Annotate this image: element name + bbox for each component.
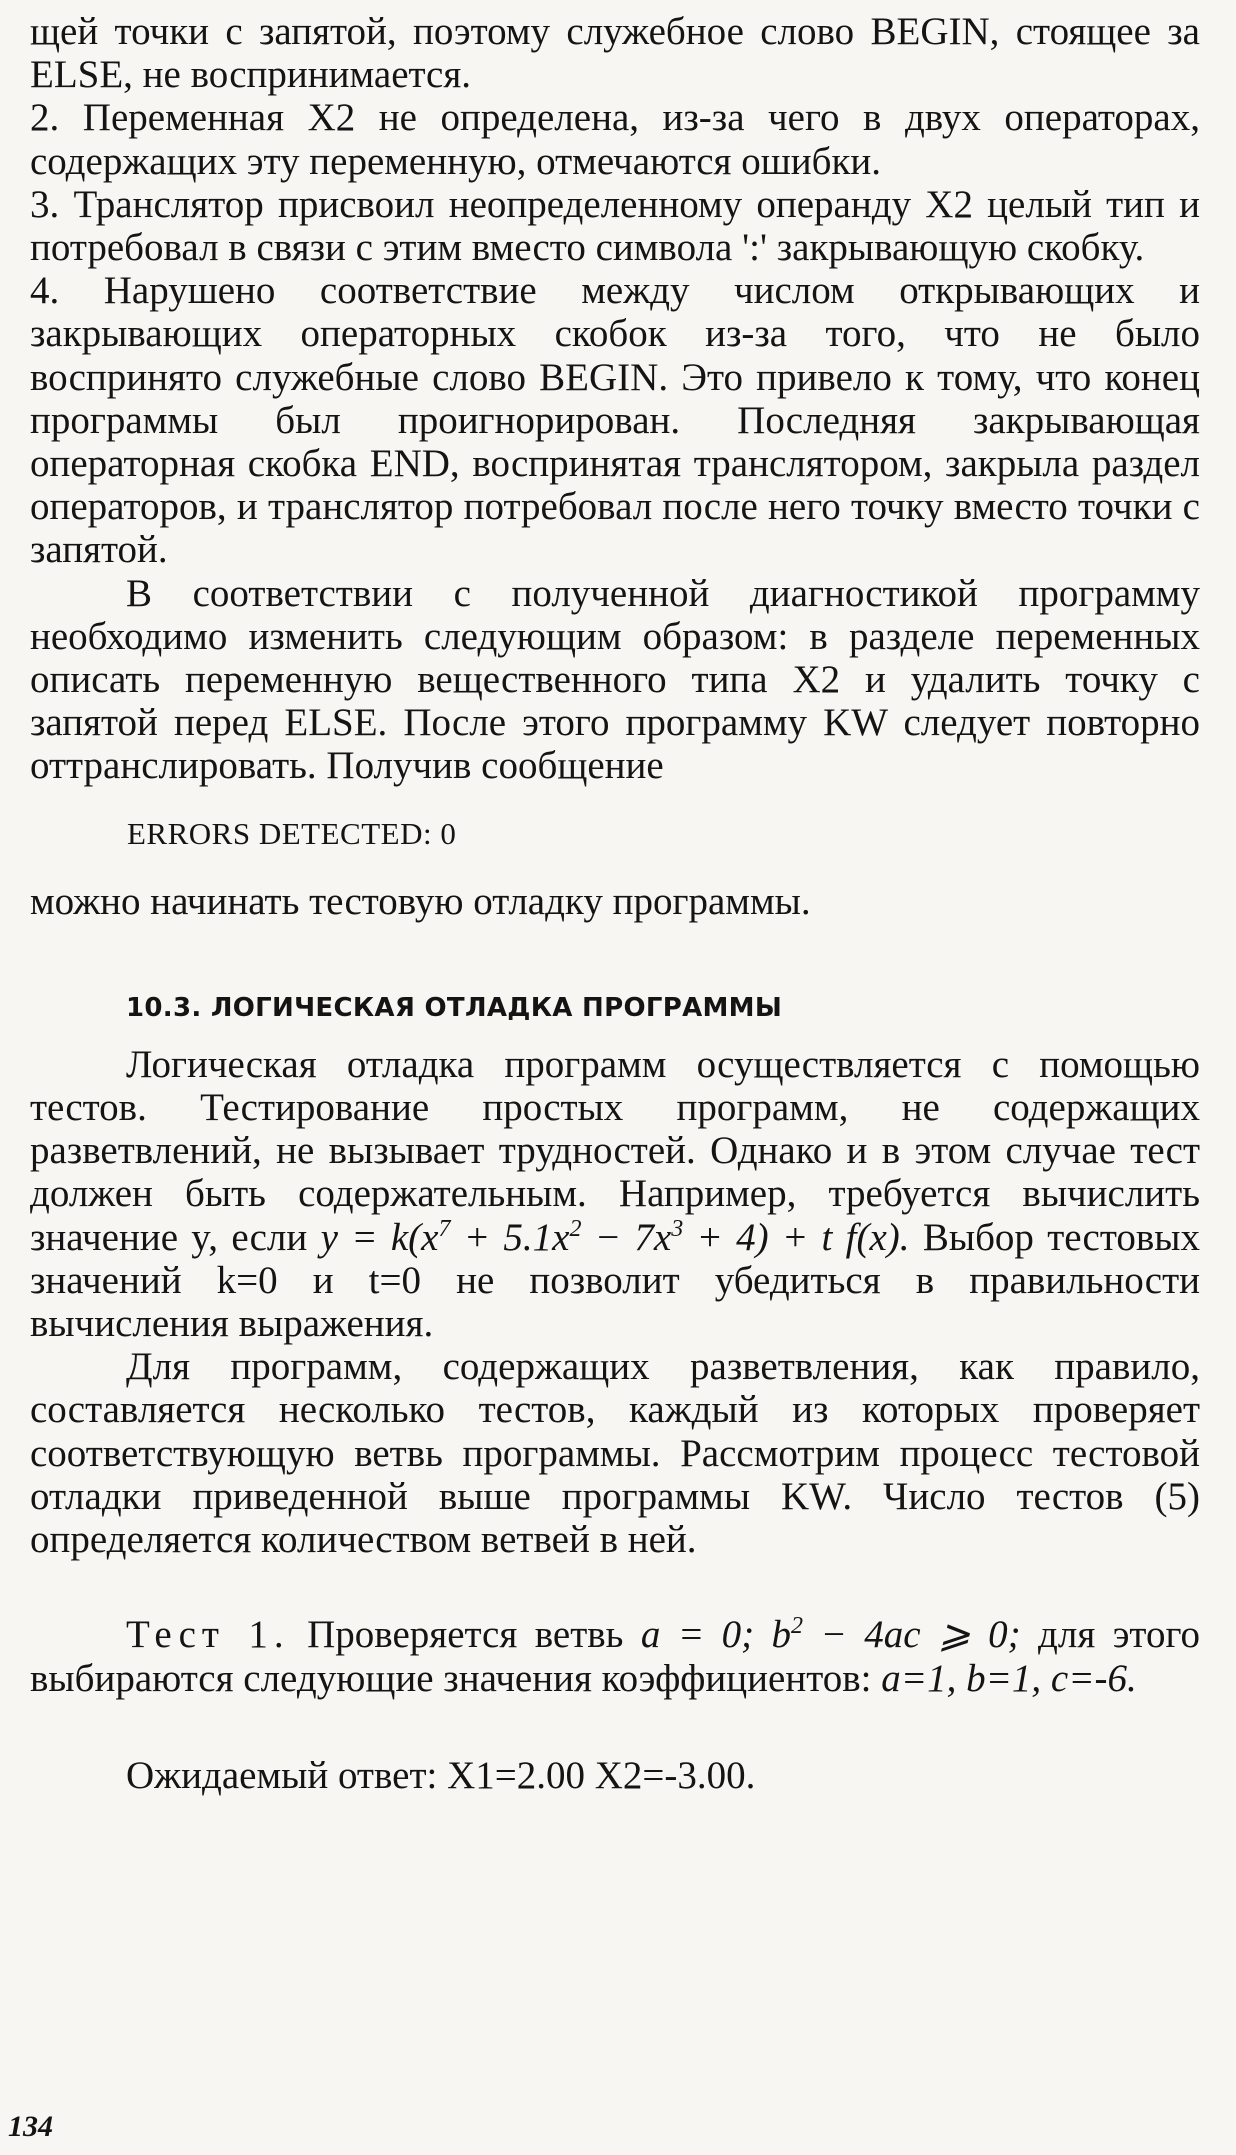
test-1-values: a=1, b=1, c=-6. bbox=[881, 1656, 1137, 1700]
page-content bbox=[30, 10, 1200, 1797]
item-2: 2. Переменная X2 не определена, из-за чего в двух операторах, содержащих эту переменную, отмечаются ошибки. bbox=[30, 96, 1200, 183]
test-1-label: Тест 1. bbox=[126, 1613, 290, 1657]
formula: $y = k(x^7 + 5.1x^2 - 7x^3 + 4) + t$ f(x). bbox=[320, 1215, 910, 1259]
test-1-condition-a: a = 0; bbox=[640, 1613, 755, 1657]
expected-answer: Ожидаемый ответ: X1=2.00 X2=-3.00. bbox=[126, 1753, 756, 1797]
correction-paragraph: В соответствии с полученной диагностикой программу необходимо изменить следующим образом: в разделе переменных описать переменную вещественного типа X2 и удалить точку с запятой перед ELSE. После этого программу KW следует повторно оттранслировать. Получив сообщение bbox=[30, 571, 1200, 788]
item-4: 4. Нарушено соответствие между числом открывающих и закрывающих операторных скобок из-за того, что не было воспринято служебные слово BEGIN. Это привело к тому, что конец программы был проигнорирован. Последняя закрывающая операторная скобка END, воспринятая транслятором, закрыла раздел операторов, и транслятор потребовал после него точку вместо точки с запятой. bbox=[30, 269, 1200, 572]
section-heading: 10.3. ЛОГИЧЕСКАЯ ОТЛАДКА ПРОГРАММЫ bbox=[126, 992, 783, 1023]
page-number: 134 bbox=[8, 2110, 53, 2143]
logic-text-2: Выбор тестовых значений k=0 и t=0 не позволит убедиться в правильности вычисления выражения. bbox=[30, 1215, 1201, 1346]
test-1-condition-b: $b^2 - 4ac$ ⩾ 0; bbox=[771, 1613, 1021, 1657]
branch-paragraph: Для программ, содержащих разветвления, как правило, составляется несколько тестов, каждый из которых проверяет соответствующую ветвь программы. Рассмотрим процесс тестовой отладки приведенной выше программы KW. Число тестов (5) определяется количеством ветвей в ней. bbox=[30, 1345, 1200, 1562]
item-1-continuation: щей точки с запятой, поэтому служебное слово BEGIN, стоящее за ELSE, не воспринимается. bbox=[30, 10, 1200, 97]
logic-paragraph bbox=[30, 1043, 1200, 1345]
compiler-message: ERRORS DETECTED: 0 bbox=[127, 815, 457, 851]
after-code-paragraph: можно начинать тестовую отладку программы. bbox=[30, 879, 811, 923]
test-1-paragraph: Тест 1. Проверяется ветвь a = 0; $b^2 - 4ac$ ⩾ 0; для этого выбираются следующие значения коэффициентов: a=1, b=1, c=-6. bbox=[30, 1613, 1200, 1700]
logic-text-1: Логическая отладка программ осуществляется с помощью тестов. Тестирование простых программ, не содержащих разветвлений, не вызывает трудностей. Однако и в этом случае тест должен быть содержательным. Например, требуется вычислить значение y, если bbox=[30, 1042, 1200, 1259]
item-3: 3. Транслятор присвоил неопределенному операнду X2 целый тип и потребовал в связи с этим вместо символа ':' закрывающую скобку. bbox=[30, 182, 1200, 270]
